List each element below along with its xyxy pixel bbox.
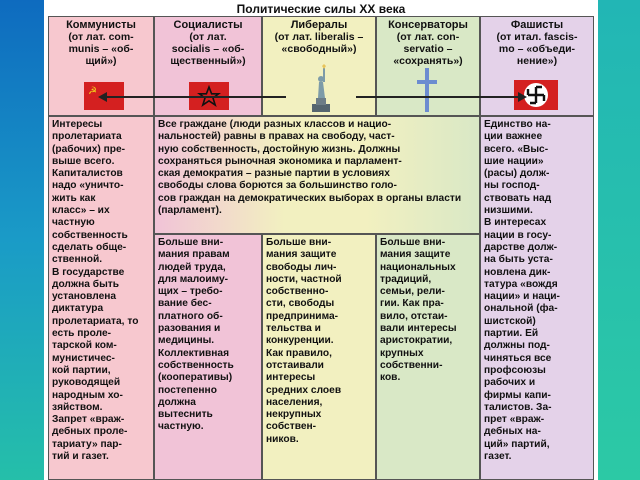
common-text-1: Все граждане (люди разных классов и нацио- нальностей) равны в правах на свободу, част- ную собственность, достойную жизнь. Должны сохраняться (158, 119, 401, 167)
page-title: Политические силы XX века (236, 2, 406, 16)
arrow-line-left (104, 96, 286, 98)
column-name: Либералы (290, 19, 348, 31)
cell-common-principles (154, 116, 480, 234)
communists-bold: диктатура пролетариата, (52, 303, 125, 327)
cell-communists (48, 116, 154, 480)
arrow-head-right (518, 92, 527, 102)
arrow-head-left (98, 92, 107, 102)
liberals-text: Больше вни- мания защите свободы лич- ности, частной собственно- сти, свободы предпринима- тельства и конкуренции. Как правило, отстаивали интересы средних слоев населения, некрупных собствен- ников. (266, 237, 342, 445)
column-name: Фашисты (510, 19, 564, 31)
column-name: Коммунисты (66, 19, 136, 31)
communists-text: Интересы пролетариата (рабочих) пре- выше всего. Капиталистов надо «уничто- жить как класс» – их частную собственность сделать обще- ственной. В государстве должна быть установлена (52, 119, 128, 303)
table-sheet (44, 0, 598, 480)
column-etymology: (от лат. com- munis – «об- щий») (68, 31, 134, 67)
column-etymology: (от лат. socialis – «об- щественный») (170, 31, 246, 67)
communists-tail: то есть проле- тарской ком- мунистичес- кой партии, руководящей народным хо- зяйством. Запрет «враж- дебных проле- тариату» пар- тий и газет. (52, 315, 139, 463)
column-etymology: (от лат. con- servatio – «сохранять») (393, 31, 463, 67)
column-etymology: (от лат. liberalis – «свободный») (274, 31, 364, 55)
svg-text:☭: ☭ (88, 86, 97, 97)
cross-icon (414, 68, 440, 112)
conservatives-text: Больше вни- мания защите национальных традиций, семьи, рели- гии. Как пра- вило, отстаи- вали интересы аристократии, крупных собственни- ков. (380, 237, 457, 384)
column-name: Консерваторы (388, 19, 468, 31)
cell-conservatives (376, 234, 480, 480)
statue-of-liberty-icon (306, 64, 336, 112)
cell-socialists (154, 234, 262, 480)
cell-fascists (480, 116, 594, 480)
column-etymology: (от итал. fascis- mo – «объеди- нение») (496, 31, 578, 67)
background-left (0, 0, 44, 480)
column-name: Социалисты (173, 19, 243, 31)
background-right (598, 0, 640, 480)
common-text-2: – разные партии в условиях свободы слова борются за большинство голо- сов граждан на демократических выборах в (158, 168, 397, 204)
cell-liberals (262, 234, 376, 480)
socialists-text: Больше вни- мания правам людей труда, для малоиму- щих – требо- вание бес- платного об- разования и медицины. Коллективная собственность (кооперативы) постепенно должна вытеснить частную. (158, 237, 234, 433)
arrow-line-right (356, 96, 518, 98)
common-bold-1: рыночная экономика и парламент- ская демократия (158, 155, 402, 180)
fascists-text: Единство на- ции важнее всего. «Выс- шие нации» (расы) долж- ны господ- ствовать над низшими. В интересах нации в госу- дарстве долж- на быть уста- новлена дик- татура «вождя нации» и наци- ональной (фа- шистской) партии. Ей должны под- чиняться все профсоюзы рабочих и фирмы капи- талистов. За- прет «враж- дебных на- ций» партий, газет. (484, 119, 560, 463)
common-bold-2: органы власти (парламент). (158, 192, 462, 217)
